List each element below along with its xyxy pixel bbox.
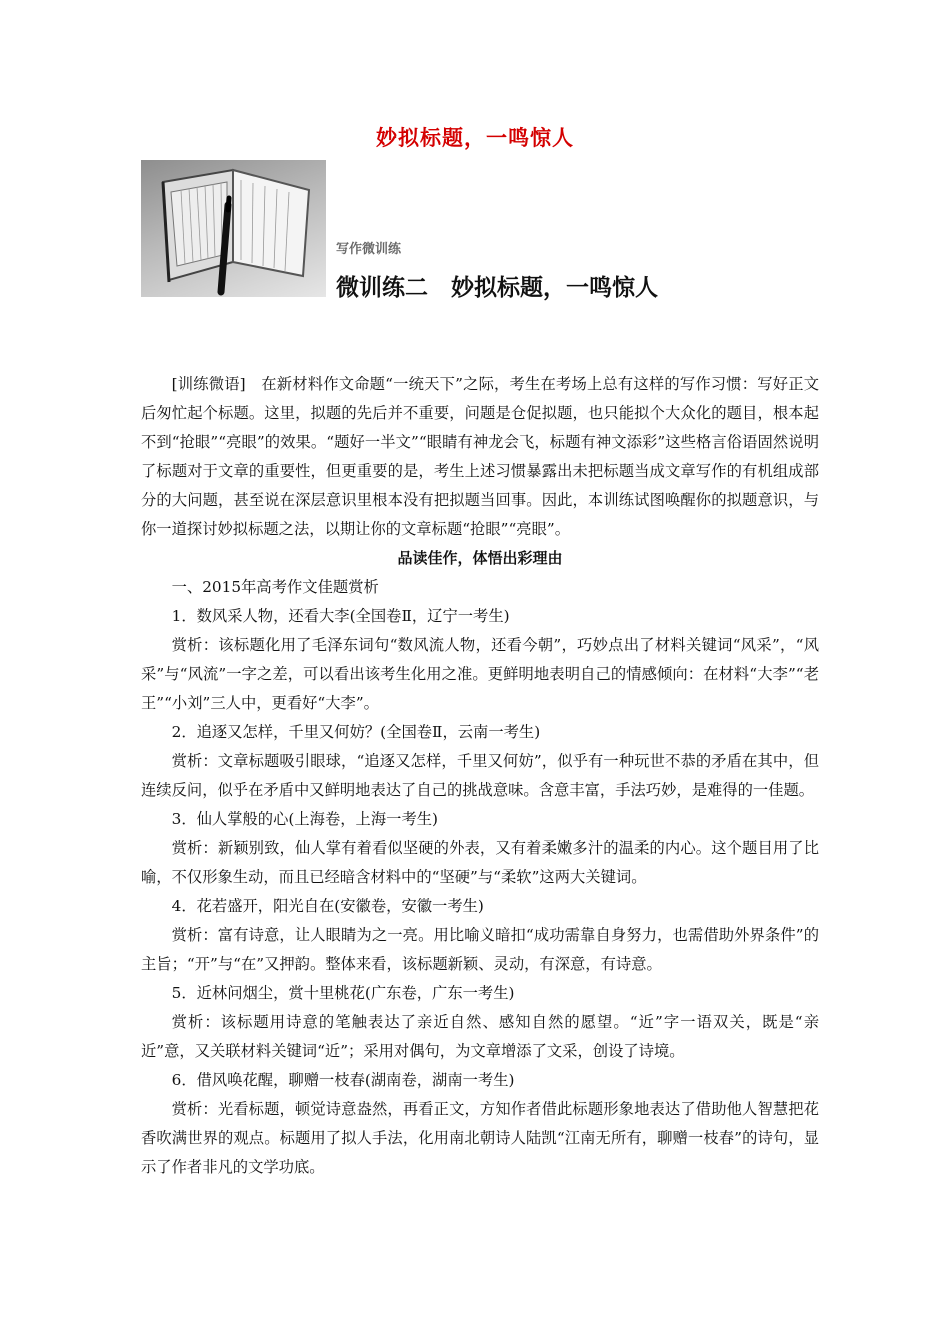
item-analysis: 赏析：光看标题，顿觉诗意盎然，再看正文，方知作者借此标题形象地表达了借助他人智慧把花香吹满世界的观点。标题用了拟人手法，化用南北朝诗人陆凯“江南无所有，聊赠一枝春”的诗句，显示了作者非凡的文学功底。 — [141, 1100, 819, 1176]
intro-label: [训练微语] — [171, 375, 246, 393]
item-analysis: 赏析：富有诗意，让人眼睛为之一亮。用比喻义暗扣“成功需靠自身努力，也需借助外界条件”的主旨；“开”与“在”又押韵。整体来看，该标题新颖、灵动，有深意，有诗意。 — [141, 926, 819, 973]
item-heading: 6．借风唤花醒，聊赠一枝春(湖南卷，湖南一考生) — [171, 1071, 515, 1089]
item-analysis: 赏析：该标题化用了毛泽东词句“数风流人物，还看今朝”，巧妙点出了材料关键词“风采”，“风采”与“风流”一字之差，可以看出该考生化用之准。更鲜明地表明自己的情感倾向：在材料“大李”“老王”“小刘”三人中，更看好“大李”。 — [141, 636, 819, 712]
section-title: 品读佳作，体悟出彩理由 — [397, 549, 563, 567]
item-heading: 5．近林问烟尘，赏十里桃花(广东卷，广东一考生) — [171, 984, 515, 1002]
item-heading: 1．数风采人物，还看大李(全国卷Ⅱ，辽宁一考生) — [171, 607, 510, 625]
intro-paragraph — [141, 370, 819, 544]
article-body — [141, 370, 819, 1182]
intro-text: 在新材料作文命题“一统天下”之际，考生在考场上总有这样的写作习惯：写好正文后匆忙起个标题。这里，拟题的先后并不重要，问题是仓促拟题，也只能拟个大众化的题目，根本起不到“抢眼”“亮眼”的效果。“题好一半文”“眼睛有神龙会飞，标题有神文添彩”这些格言俗语固然说明了标题对于文章的重要性，但更重要的是，考生上述习惯暴露出未把标题当成文章写作的有机组成部分的大问题，甚至说在深层意识里根本没有把拟题当回事。因此，本训练试图唤醒你的拟题意识，与你一道探讨妙拟标题之法，以期让你的文章标题“抢眼”“亮眼”。 — [141, 375, 819, 538]
subsection-title: 一、2015年高考作文佳题赏析 — [171, 578, 379, 596]
item-analysis: 赏析：该标题用诗意的笔触表达了亲近自然、感知自然的愿望。“近”字一语双关，既是“亲近”意，又关联材料关键词“近”；采用对偶句，为文章增添了文采，创设了诗境。 — [141, 1013, 819, 1060]
open-book-with-brush-icon — [141, 160, 326, 297]
item-heading: 3．仙人掌般的心(上海卷，上海一考生) — [171, 810, 439, 828]
section-kicker: 写作微训练 — [336, 242, 402, 257]
item-heading: 4．花若盛开，阳光自在(安徽卷，安徽一考生) — [171, 897, 484, 915]
section-heading: 微训练二 妙拟标题，一鸣惊人 — [336, 275, 658, 301]
item-analysis: 赏析：文章标题吸引眼球，“追逐又怎样，千里又何妨”，似乎有一种玩世不恭的矛盾在其中，但连续反问，似乎在矛盾中又鲜明地表达了自己的挑战意味。含意丰富，手法巧妙，是难得的一佳题。 — [141, 752, 819, 799]
page-title: 妙拟标题，一鸣惊人 — [376, 126, 574, 150]
banner-photo — [141, 160, 326, 297]
item-heading: 2．追逐又怎样，千里又何妨？(全国卷Ⅱ，云南一考生) — [171, 723, 541, 741]
item-analysis: 赏析：新颖别致，仙人掌有着看似坚硬的外表，又有着柔嫩多汁的温柔的内心。这个题目用了比喻，不仅形象生动，而且已经暗含材料中的“坚硬”与“柔软”这两大关键词。 — [141, 839, 819, 886]
